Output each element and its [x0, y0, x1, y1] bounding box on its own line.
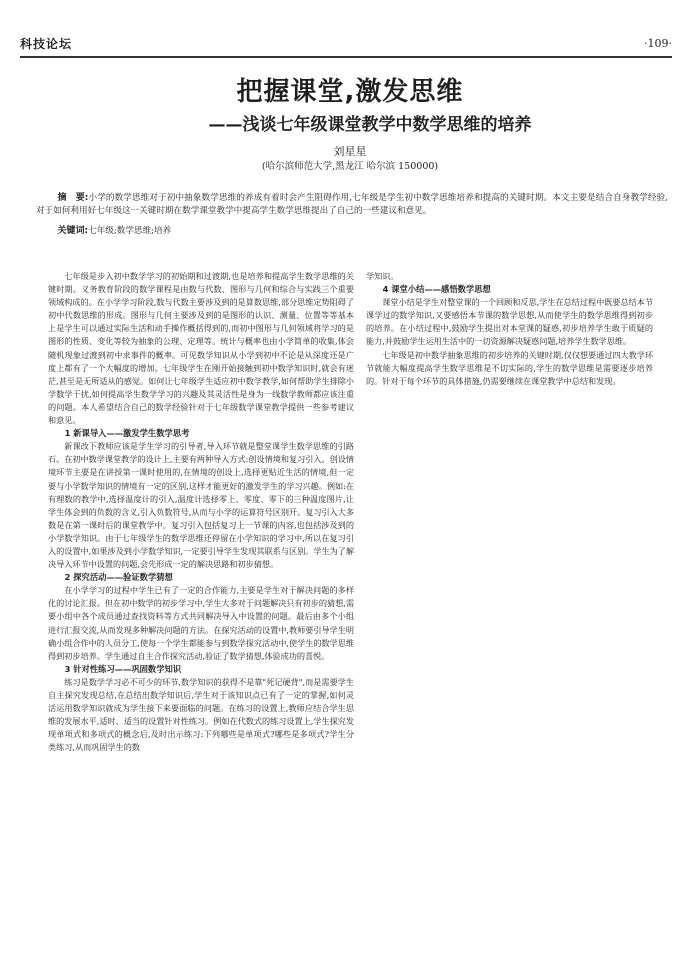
journal-name: 科技论坛 [20, 37, 73, 51]
intro-paragraph: 七年级是步入初中数学学习的初始期和过渡期,也是培养和提高学生数学思维的关键时期。义务教育阶段的数学课程是由数与代数、图形与几何和综合与实践三个重要领域构成的。在小学学习阶段,数与代数主要涉及到的是算数思维,部分思维定势阻碍了初中代数思维的形成。图形与几何主要涉及到的是图形的认识、测量、位置等等基本上是学生可以通过实际生活和动手操作概括得到的,而初中图形与几何领域将学习的是图形的性质、变化等较为抽象的公理、定理等。统计与概率也由小学简单的收集,体会随机现象过渡到初中求事件的概率。可见数学知识从小学到初中不论是从深度还是广度上都有了一个大幅度的增加。七年级学生在刚开始接触到初中数学知识时,就会有迷茫,甚至是无所适从的感觉。如何让七年级学生适应初中数学教学,如何帮助学生排除小学数学干扰,如何提高学生数学学习的兴趣及其灵活性是身为一线数学教师都应该注重的问题。本人希望结合自己的数学经验针对于七年级数学课堂教学提供一些参考建议和意见。 [48, 271, 354, 426]
conclusion-paragraph: 七年级是初中数学抽象思维的初步培养的关键时期,仅仅想要通过四大教学环节就能大幅度提高学生数学思维是不切实际的,学生的数学思维是需要逐步培养的。针对于每个环节的具体措施,仍需要继续在课堂教学中总结和发现。 [366, 349, 654, 386]
page-number: ·109· [644, 37, 672, 50]
section-3-paragraph [48, 676, 354, 755]
section-2-paragraph: 在小学学习的过程中学生已有了一定的合作能力,主要是学生对于解决问题的多样化的讨论汇报。但在初中数学的初步学习中,学生大多对于问题解决只有初步的猜想,需要小组中各个成员通过查找资料等方式共同解决导入中设置的问题。最后由多个小组进行汇报交流,从而发现多种解决问题的方法。在探究活动的设置中,教师要引导学生明确小组合作中的人员分工,使每一个学生都能参与到数学探究活动中,使学生的数学思维得到初步培养。学生通过自主合作探究活动,验证了数学猜想,体验成功的喜悦。 [48, 585, 354, 661]
section-3-continuation [366, 270, 653, 283]
section-4-paragraph-1: 课堂小结是学生对整堂课的一个回顾和反思,学生在总结过程中既要总结本节课学过的数学知识,又要感悟本节课的数学思想,从而使学生的数学思维得到初步的培养。在小结过程中,鼓励学生提出对本堂课的疑惑,初步培养学生敢于质疑的能力,并鼓励学生运用生活中的一切资源解决疑惑问题,培养学生数学思维。 [366, 297, 654, 347]
section-heading-3: 3 针对性练习——巩固数学知识 [64, 663, 182, 674]
article-title: 把握课堂,激发思维 [236, 77, 464, 107]
body-column-right [366, 270, 653, 388]
author-affiliation: (哈尔滨师范大学,黑龙江 哈尔滨 150000) [261, 161, 439, 172]
body-column-left [48, 270, 354, 754]
title-block [20, 74, 680, 174]
keywords-text: 七年级;数学思维;培养 [88, 226, 172, 236]
abstract-text: 小学的数学思维对于初中抽象数学思维的养成有着时会产生阻碍作用,七年级是学生初中数学思维培养和提高的关键时期。本文主要是结合自身教学经验,对于如何利用好七年级这一关键时期在数学课堂教学中提高学生数学思维提出了自己的一些建议和意见。 [36, 193, 668, 216]
abstract [36, 192, 668, 218]
section-heading-2: 2 探究活动——验证数学猜想 [64, 572, 173, 583]
article-subtitle: ——浅谈七年级课堂教学中数学思维的培养 [208, 115, 532, 135]
keywords [36, 225, 668, 238]
section-1-paragraph: 新课改下教师应该是学生学习的引导者,导入环节就是整堂课学生数学思维的引路石。在初中数学课堂教学的设计上,主要有两种导入方式:创设情境和复习引入。创设情境环节主要是在讲授第一课时使用的,在情境的创设上,选择更贴近生活的情境,但一定要与小学数学知识的情境有一定的区别,这样才能更好的激发学生的学习兴趣。例如:在有理数的教学中,选择温度计的引入,温度计选择零上、零度、零下的三种温度图片,让学生体会到的负数的含义,引入负数符号,从而与小学的运算符号区别开。复习引入大多数是在第一课时后的课堂教学中。复习引入包括复习上一节课的内容,也包括涉及到的小学数学知识。由于七年级学生的数学思维还停留在小学知识的学习中,所以在复习引入的设置中,如果涉及到小学数学知识,一定要引导学生发现其联系与区别。学生为了解决导入环节中设置的问题,会先形成一定的解决思路和初步猜想。 [48, 441, 354, 570]
abstract-label: 摘 要: [57, 193, 89, 203]
section-3-text-right: 学知识。 [366, 271, 399, 281]
abstract-block [36, 192, 668, 238]
section-heading-1: 1 新课导入——激发学生数学思考 [64, 428, 190, 439]
running-header [20, 36, 672, 58]
section-3-text-left: 练习是数学学习必不可少的环节,数学知识的获得不是靠"死记硬背",而是需要学生自主探究发现总结,在总结出数学知识后,学生对于该知识点已有了一定的掌握,如何灵活运用数学知识就成为学生接下来要面临的问题。在练习的设置上,教师应结合学生思维的发展水平,适时、适当的设置针对性练习。例如在代数式的练习设置上,学生探究发现单项式和多项式的概念后,及时出示练习:下列哪些是单项式?哪些是多项式?学生分类练习,从而巩固学生的数 [48, 676, 354, 753]
author-name: 刘星星 [333, 145, 367, 158]
section-heading-4: 4 课堂小结——感悟数学思想 [382, 284, 491, 295]
keywords-label: 关键词: [57, 226, 89, 236]
